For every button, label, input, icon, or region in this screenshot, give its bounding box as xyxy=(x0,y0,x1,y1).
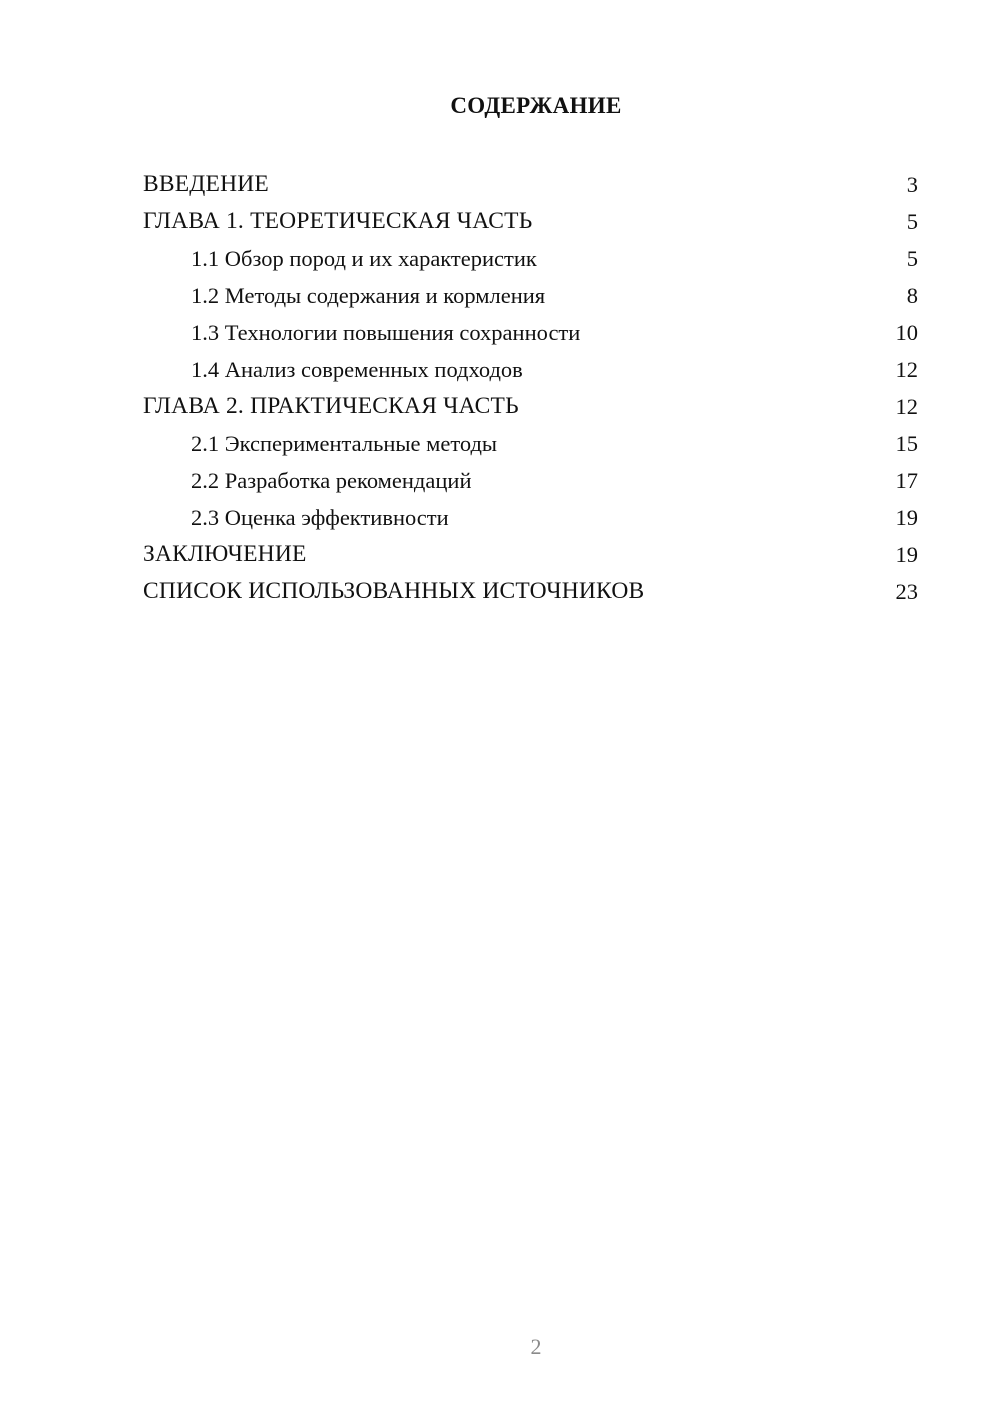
toc-title: СОДЕРЖАНИЕ xyxy=(450,93,622,118)
toc-entry xyxy=(143,388,920,425)
toc-subentry xyxy=(143,425,920,462)
toc-entry-label: ГЛАВА 1. ТЕОРЕТИЧЕСКАЯ ЧАСТЬ xyxy=(143,208,533,234)
toc-subentry-label: 1.2 Методы содержания и кормления xyxy=(191,283,546,308)
toc-subentry xyxy=(143,314,920,351)
toc-subentry xyxy=(143,499,920,536)
toc-entry-page: 23 xyxy=(895,579,918,604)
toc-subentry xyxy=(143,240,920,277)
toc-subentry-label: 2.1 Экспериментальные методы xyxy=(191,431,498,456)
toc-entry-label: ВВЕДЕНИЕ xyxy=(143,171,269,197)
toc-entry xyxy=(143,536,920,573)
toc-subentry-label: 2.3 Оценка эффективности xyxy=(191,505,449,530)
toc-subentry-page: 12 xyxy=(895,357,918,382)
toc-entry-page: 19 xyxy=(895,542,918,567)
toc-subentry xyxy=(143,351,920,388)
toc-entry-label: ЗАКЛЮЧЕНИЕ xyxy=(143,541,307,567)
page-number: 2 xyxy=(530,1334,542,1359)
toc-subentry-label: 2.2 Разработка рекомендаций xyxy=(191,468,472,493)
toc-subentry-label: 1.1 Обзор пород и их характеристик xyxy=(191,246,537,271)
toc-subentry-page: 17 xyxy=(895,468,918,493)
toc-subentry xyxy=(143,277,920,314)
toc-entry-page: 5 xyxy=(906,209,918,234)
toc-subentry-page: 10 xyxy=(895,320,918,345)
toc-subentry-page: 8 xyxy=(906,283,918,308)
toc-entry-page: 3 xyxy=(906,172,918,197)
toc-entry-label: СПИСОК ИСПОЛЬЗОВАННЫХ ИСТОЧНИКОВ xyxy=(143,578,645,604)
toc-entry-label: ГЛАВА 2. ПРАКТИЧЕСКАЯ ЧАСТЬ xyxy=(143,393,519,419)
toc-subentry-page: 15 xyxy=(895,431,918,456)
toc-subentry-page: 19 xyxy=(895,505,918,530)
toc-entry xyxy=(143,166,920,203)
toc-subentry-page: 5 xyxy=(906,246,918,271)
toc-list xyxy=(143,166,920,610)
toc-entry xyxy=(143,573,920,610)
toc-entry xyxy=(143,203,920,240)
toc-subentry-label: 1.3 Технологии повышения сохранности xyxy=(191,320,581,345)
toc-subentry xyxy=(143,462,920,499)
toc-entry-page: 12 xyxy=(895,394,918,419)
toc-subentry-label: 1.4 Анализ современных подходов xyxy=(191,357,523,382)
